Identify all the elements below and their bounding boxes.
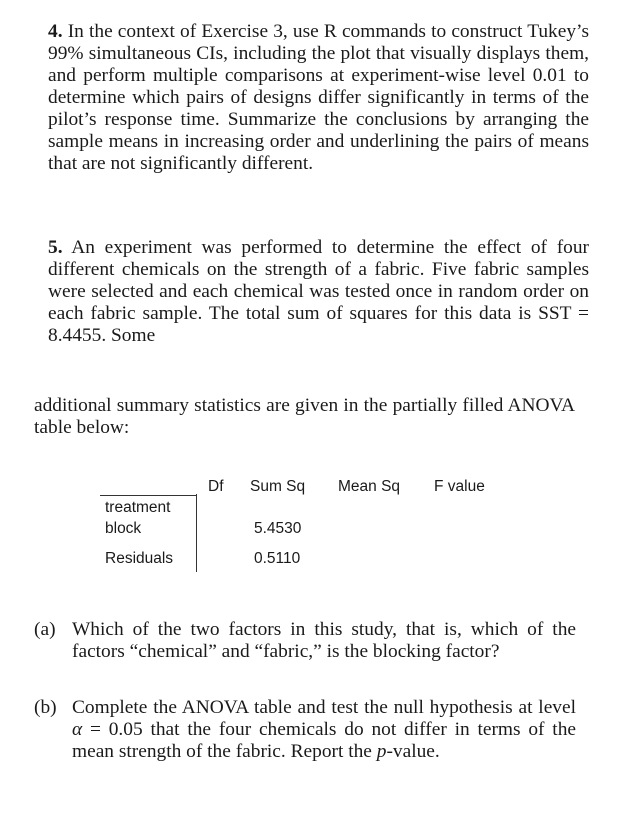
question-b-text-3: -value. [386, 741, 440, 762]
question-b-label: (b) [34, 697, 57, 718]
table-rule-vertical [196, 494, 197, 572]
header-df: Df [208, 478, 224, 495]
block-sum-sq: 5.4530 [254, 520, 302, 537]
row-label-block: block [105, 520, 142, 537]
question-a [34, 619, 576, 663]
problem-4-number: 4. [48, 21, 63, 42]
anova-table [100, 470, 520, 580]
row-label-treatment: treatment [105, 499, 171, 516]
header-f-value: F value [434, 478, 485, 495]
problem-4-text: In the context of Exercise 3, use R commands to construct Tukey’s 99% simultaneous CIs, including the plot that visually displays them, and perform multiple comparisons at experiment-wise level 0.01 to determine which pairs of designs differ significantly in terms of the pilot’s response time. Summarize the conclusions by arranging the sample means in increasing order and underlining the pairs of means that are not significantly different. [48, 21, 589, 174]
question-a-label: (a) [34, 619, 56, 640]
problem-5-continuation: additional summary statistics are given in the partially filled ANOVA table below: [34, 395, 575, 438]
problem-5 [48, 237, 589, 347]
residuals-sum-sq: 0.5110 [254, 550, 301, 567]
problem-5-text: An experiment was performed to determine the effect of four different chemicals on the strength of a fabric. Five fabric samples were selected and each chemical was tested once in random order on each fabric sample. The total sum of squares for this data is SST = 8.4455. Some [48, 237, 590, 346]
question-b-text [72, 697, 576, 763]
problem-5-number: 5. [48, 237, 63, 258]
problem-4 [48, 21, 589, 175]
question-b [34, 697, 576, 763]
header-sum-sq: Sum Sq [250, 478, 306, 495]
question-b-text-2: = 0.05 that the four chemicals do not differ in terms of the mean strength of the fabric. Report the [72, 719, 576, 762]
row-label-residuals: Residuals [105, 550, 174, 567]
p-symbol: p [376, 741, 387, 762]
question-b-text-1: Complete the ANOVA table and test the null hypothesis at level [72, 697, 576, 718]
question-a-text: Which of the two factors in this study, that is, which of the factors “chemical” and “fabric,” is the blocking factor? [72, 619, 576, 662]
table-rule-horizontal [100, 495, 197, 496]
alpha-symbol: α [72, 719, 83, 740]
header-mean-sq: Mean Sq [338, 478, 401, 495]
